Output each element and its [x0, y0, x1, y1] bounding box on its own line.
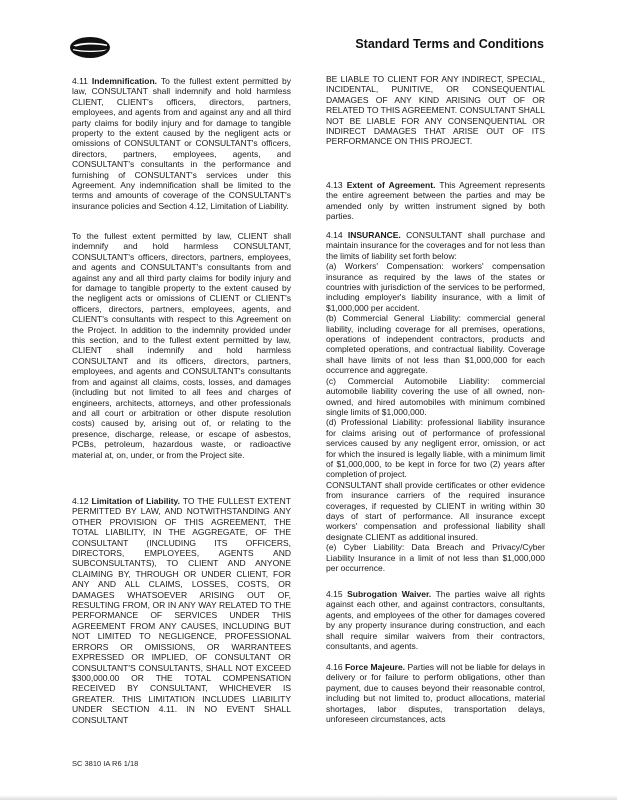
section-number: 4.12	[72, 496, 89, 506]
company-logo	[70, 37, 110, 58]
section-body: The parties waive all rights against each other, and against contractors, consultants, agents, and employees of the other for damages covered by any property insurance during construction, and each shall require similar waivers from their contractors, consultants, and agents.	[326, 589, 545, 652]
section-intro	[326, 230, 545, 261]
section-4-16	[326, 662, 545, 724]
section-heading: Indemnification.	[91, 76, 158, 86]
form-code-footer: SC 3810 IA R6 1/18	[72, 759, 139, 768]
section-body: To the fullest extent permitted by law, CONSULTANT shall indemnify and hold harmless CLIENT, CLIENT's officers, directors, partners, employees, and agents from and against any and all third party claims for bodily injury and for damage to tangible property to the extent caused by the negligent acts or omissions of CONSULTANT or CONSULTANT's officers, directors, partners, employees, agents, and CONSULTANT's consultants in the performance and furnishing of CONSULTANT's services under this Agreement. Any indemnification shall be limited to the terms and amounts of coverage of the CONSULTANT's insurance policies and Section 4.12, Limitation of Liability.	[72, 76, 291, 211]
section-body: TO THE FULLEST EXTENT PERMITTED BY LAW, AND NOTWITHSTANDING ANY OTHER PROVISION OF THIS AGREEMENT, THE TOTAL LIABILITY, IN THE AGGREGATE, OF THE CONSULTANT (INCLUDING ITS OFFICERS, DIRECTORS, EMPLOYEES, AGENTS AND SUBCONSULTANTS), TO CLIENT AND ANYONE CLAIMING BY, THROUGH OR UNDER CLIENT, FOR ANY AND ALL CLAIMS, LOSSES, COSTS, OR DAMAGES WHATSOEVER ARISING OUT OF, RESULTING FROM, OR IN ANY WAY RELATED TO THE PERFORMANCE OF SERVICES UNDER THIS AGREEMENT FROM ANY CAUSES, INCLUDING BUT NOT LIMITED TO NEGLIGENCE, PROFESSIONAL ERRORS OR OMISSIONS, OR WARRANTEES EXPRESSED OR IMPLIED, OF CONSULTANT OR CONSULTANT'S CONSULTANTS, SHALL NOT EXCEED $300,000.00 OR THE TOTAL COMPENSATION RECEIVED BY CONSULTANT, WHICHEVER IS GREATER. THIS LIMITATION INCLUDES LIABILITY UNDER SECTION 4.11. IN NO EVENT SHALL CONSULTANT	[72, 496, 291, 725]
section-body: CONSULTANT shall purchase and maintain insurance for the coverages and for not less than the limits of liability set forth below:	[326, 230, 545, 261]
section-heading: Limitation of Liability.	[91, 496, 180, 506]
section-number: 4.16	[326, 662, 343, 672]
insurance-item-d: (d) Professional Liability: professional liability insurance for claims arising out of performance of professional services caused by any negligent error, omission, or act for which the insured is legally liable, with a minimum limit of $1,000,000, to be kept in force for two (2) years after completion of project.	[326, 417, 545, 480]
section-4-14	[326, 230, 545, 573]
section-heading: INSURANCE.	[347, 230, 401, 240]
section-number: 4.14	[326, 230, 343, 240]
section-number: 4.13	[326, 180, 343, 190]
section-number: 4.11	[72, 76, 88, 86]
section-4-11	[72, 76, 291, 211]
section-4-13	[326, 180, 545, 222]
section-body: Parties will not be liable for delays in delivery or for failure to perform obligations, other than payment, due to causes beyond their reasonable control, including but not limited to, product allocations, material shortages, labor disputes, transportation delays, unforeseen circumstances, acts	[326, 662, 545, 725]
insurance-item-b: (b) Commercial General Liability: commercial general liability, including coverage for all premises, operations, operations of independent contractors, products and completed operations, and contractual liability. Coverage shall have limits of not less than $1,000,000 for each occurrence and aggregate.	[326, 313, 545, 376]
insurance-item-c: (c) Commercial Automobile Liability: commercial automobile liability covering the use of all owned, non-owned, and hired automobiles with minimum combined single limits of $1,000,000.	[326, 375, 545, 417]
insurance-item-e: (e) Cyber Liability: Data Breach and Privacy/Cyber Liability Insurance in a limit of not less than $1,000,000 per occurrence.	[326, 542, 545, 573]
section-heading: Subrogation Waiver.	[347, 589, 432, 599]
section-heading: Extent of Agreement.	[346, 180, 436, 190]
section-heading: Force Majeure.	[344, 662, 406, 672]
section-4-11-client-indemnity: To the fullest extent permitted by law, CLIENT shall indemnify and hold harmless CONSULTANT, CONSULTANT's officers, directors, partners, employees, and agents and CONSULTANT's consultants from and against any and all third party claims for bodily injury and for damage to tangible property to the extent caused by the negligent acts or omissions of CLIENT or CLIENT's officers, directors, partners, employees, agents, and CLIENT's consultants with respect to this Agreement on the Project. In addition to the indemnity provided under this section, and to the fullest extent permitted by law, CLIENT shall indemnify and hold harmless CONSULTANT and its officers, directors, partners, employees, and agents and CONSULTANT's consultants from and against all claims, costs, losses, and damages (including but not limited to all fees and charges of engineers, architects, attorneys, and other professionals and all court or arbitration or other dispute resolution costs) caused by, arising out of, or relating to the presence, discharge, release, or escape of asbestos, PCBs, petroleum, hazardous waste, or radioactive material at, on, under, or from the Project site.	[72, 231, 291, 460]
document-title: Standard Terms and Conditions	[355, 37, 544, 51]
section-4-12-continued: BE LIABLE TO CLIENT FOR ANY INDIRECT, SPECIAL, INCIDENTAL, PUNITIVE, OR CONSEQUENTIAL DAMAGES OF ANY KIND ARISING OUT OF OR RELATED TO THIS AGREEMENT. CONSULTANT SHALL NOT BE LIABLE FOR ANY CONSENQUENTIAL OR INDIRECT DAMAGES THAT ARISE OUT OF ITS PERFORMANCE ON THIS PROJECT.	[326, 74, 546, 147]
section-4-12	[72, 496, 291, 725]
insurance-item-a: (a) Workers' Compensation: workers' compensation insurance as required by the laws of the states or countries with jurisdiction of the services to be performed, including employer's liability insurance, with a limit of $1,000,000 per accident.	[326, 261, 545, 313]
section-body: This Agreement represents the entire agreement between the parties and may be amended only by written instrument signed by both parties.	[326, 180, 545, 222]
section-4-15	[326, 589, 545, 651]
insurance-certificates: CONSULTANT shall provide certificates or other evidence from insurance carriers of the required insurance coverages, if requested by CLIENT in writing within 30 days of start of performance. All insurance except workers' compensation and professional liability shall designate CLIENT as additional insured.	[326, 479, 545, 542]
section-number: 4.15	[326, 589, 343, 599]
page-edge	[0, 795, 617, 800]
